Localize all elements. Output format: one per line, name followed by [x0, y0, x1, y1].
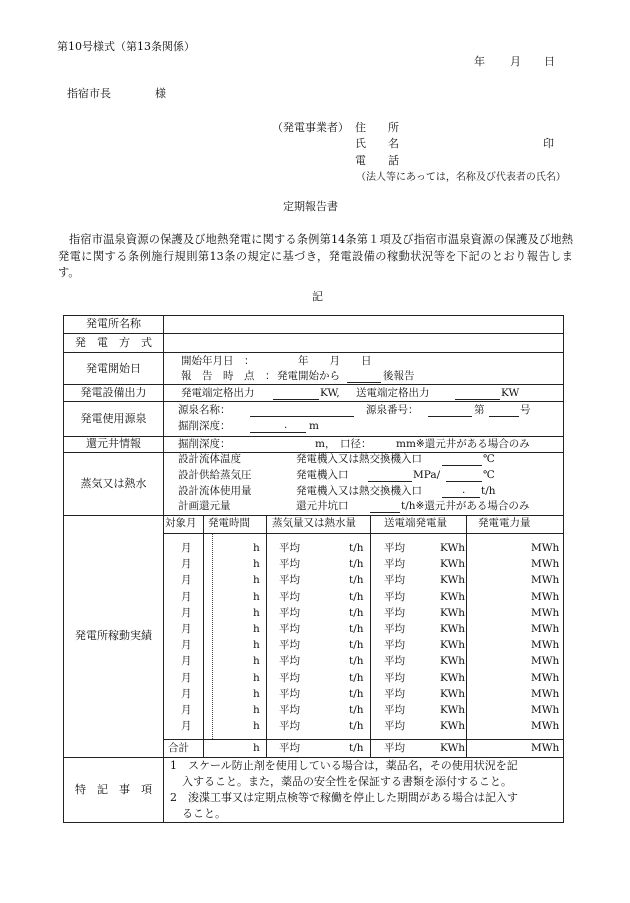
send-avg: 平均: [384, 574, 405, 587]
send-kwh: KWh: [440, 687, 466, 700]
total-label: 合計: [168, 742, 189, 754]
send-kwh: KWh: [440, 590, 466, 603]
send-kwh: KWh: [440, 639, 466, 652]
form-number: 第10号様式（第13条関係）: [57, 40, 195, 53]
total-avg2: 平均: [384, 742, 405, 754]
send-avg: 平均: [384, 590, 405, 603]
total-hours-unit: h: [253, 742, 260, 754]
reinjection-bore-label: 口径：: [340, 438, 372, 450]
steam-th: t/h: [349, 655, 364, 668]
hours-unit: h: [253, 574, 260, 587]
send-avg: 平均: [384, 623, 405, 635]
total-avg: 平均: [279, 742, 300, 754]
steam-pressure-blank[interactable]: [368, 470, 412, 482]
reinjection-depth-label: 掘削深度：: [178, 438, 231, 450]
capacity-gen-label: 発電端定格出力: [181, 387, 255, 399]
hours-unit: h: [253, 590, 260, 603]
source-number-label: 源泉番号：: [366, 404, 419, 416]
report-point-from: 発電開始から: [277, 370, 340, 382]
steam-pressure-unit: MPa/: [413, 469, 441, 481]
source-depth-blank[interactable]: [250, 421, 306, 433]
send-avg: 平均: [384, 542, 405, 554]
source-name-blank[interactable]: [250, 405, 354, 417]
send-avg: 平均: [384, 671, 405, 684]
label-source: 発電使用源泉: [80, 412, 147, 425]
note-2a: 2 浚渫工事又は定期点検等で稼働を停止した期間がある場合は記入す: [170, 791, 518, 804]
steam-avg: 平均: [279, 671, 300, 684]
hours-unit: h: [253, 558, 260, 571]
month-unit: 月: [181, 704, 192, 716]
op-header-send: 送電端発電量: [384, 517, 447, 529]
steam-avg: 平均: [279, 704, 300, 716]
steam-avg: 平均: [279, 542, 300, 554]
month-unit: 月: [181, 606, 192, 619]
send-kwh: KWh: [440, 623, 466, 635]
report-point-after: 後報告: [383, 370, 415, 382]
steam-temp-label: 設計流体温度: [178, 453, 241, 465]
steam-th: t/h: [349, 671, 364, 684]
source-depth-unit: m: [309, 420, 319, 432]
start-date-label: 開始年月日 ：: [181, 355, 255, 367]
month-unit: 月: [181, 542, 192, 554]
power-mwh: MWh: [531, 623, 560, 635]
hours-unit: h: [253, 623, 260, 635]
month-unit: 月: [181, 671, 192, 684]
op-header-hours: 発電時間: [208, 517, 250, 529]
hours-unit: h: [253, 655, 260, 668]
applicant-role: （発電事業者）: [272, 121, 349, 134]
send-kwh: KWh: [440, 671, 466, 684]
steam-avg: 平均: [279, 574, 300, 587]
source-go-blank[interactable]: [489, 405, 519, 417]
note-1b: 入すること。また，薬品の安全性を保証する書類を添付すること。: [182, 775, 512, 788]
month-unit: 月: [181, 687, 192, 700]
steam-avg: 平均: [279, 623, 300, 635]
document-title: 定期報告書: [283, 200, 338, 213]
steam-avg: 平均: [279, 687, 300, 700]
hours-unit: h: [253, 671, 260, 684]
steam-th: t/h: [349, 606, 364, 619]
steam-th: t/h: [349, 639, 364, 652]
steam-th: t/h: [349, 542, 364, 554]
steam-flow-unit: t/h: [481, 485, 496, 497]
source-depth-label: 掘削深度：: [178, 420, 231, 432]
power-mwh: MWh: [531, 704, 560, 716]
steam-temp-unit: ℃: [483, 453, 495, 465]
power-mwh: MWh: [531, 606, 560, 619]
report-point-blank[interactable]: [347, 371, 381, 383]
total-th: t/h: [349, 742, 364, 754]
hours-unit: h: [253, 606, 260, 619]
hours-unit: h: [253, 687, 260, 700]
steam-th: t/h: [349, 704, 364, 716]
date-day: 日: [544, 55, 555, 68]
applicant-note: （法人等にあっては，名称及び代表者の氏名）: [356, 172, 566, 183]
power-mwh: MWh: [531, 687, 560, 700]
steam-reinject-point: 還元井坑口: [296, 500, 349, 512]
source-dai: 第: [474, 404, 485, 416]
steam-th: t/h: [349, 720, 364, 733]
power-mwh: MWh: [531, 574, 560, 587]
steam-avg: 平均: [279, 590, 300, 603]
date-month: 月: [510, 55, 521, 68]
note-1a: 1 スケール防止剤を使用している場合は，薬品名，その使用状況を記: [170, 759, 518, 772]
power-mwh: MWh: [531, 720, 560, 733]
send-kwh: KWh: [440, 606, 466, 619]
body-text: 指宿市温泉資源の保護及び地熱発電に関する条例第14条第１項及び指宿市温泉資源の保護及び地熱発電に関する条例施行規則第13条の規定に基づき，発電設備の稼動状況等を下記のとおり報告します。: [58, 233, 573, 279]
steam-th: t/h: [349, 590, 364, 603]
steam-flow-dot: .: [462, 484, 466, 496]
op-header-power: 発電電力量: [478, 517, 531, 529]
steam-pressure-temp-blank[interactable]: [446, 470, 482, 482]
steam-th: t/h: [349, 623, 364, 635]
label-start-date: 発電開始日: [86, 362, 141, 375]
month-unit: 月: [181, 623, 192, 635]
addressee: 指宿市長 様: [67, 87, 166, 100]
month-unit: 月: [181, 720, 192, 733]
name-label: 氏 名: [355, 137, 399, 150]
steam-th: t/h: [349, 558, 364, 571]
op-header-steam: 蒸気量又は熱水量: [272, 517, 356, 529]
month-unit: 月: [181, 590, 192, 603]
month-unit: 月: [181, 574, 192, 587]
label-operation: 発電所稼動実績: [75, 629, 152, 642]
capacity-gen-unit: KW,: [320, 387, 340, 399]
steam-pressure-temp-unit: ℃: [483, 469, 495, 481]
hours-unit: h: [253, 639, 260, 652]
op-header-month: 対象月: [165, 517, 197, 529]
month-unit: 月: [181, 639, 192, 652]
steam-pressure-label: 設計供給蒸気圧: [178, 469, 252, 481]
send-kwh: KWh: [440, 542, 466, 554]
steam-reinject-label: 計画還元量: [178, 500, 231, 512]
steam-reinject-unit: t/h※還元井がある場合のみ: [401, 500, 530, 512]
power-mwh: MWh: [531, 558, 560, 571]
steam-flow-blank[interactable]: [442, 486, 480, 498]
label-capacity: 発電設備出力: [80, 386, 147, 399]
note-2b: ること。: [182, 807, 226, 820]
steam-pressure-point: 発電機入口: [296, 469, 349, 481]
power-mwh: MWh: [531, 639, 560, 652]
reinjection-bore-unit: mm※還元井がある場合のみ: [396, 438, 530, 450]
capacity-gen-blank[interactable]: [273, 388, 319, 400]
power-mwh: MWh: [531, 590, 560, 603]
power-mwh: MWh: [531, 671, 560, 684]
capacity-send-label: 送電端定格出力: [356, 387, 430, 399]
seal-mark: 印: [543, 137, 554, 150]
label-plant-name: 発電所名称: [86, 317, 141, 330]
send-avg: 平均: [384, 704, 405, 716]
capacity-send-blank[interactable]: [455, 388, 500, 400]
steam-avg: 平均: [279, 655, 300, 668]
steam-temp-blank[interactable]: [442, 454, 482, 466]
ki-mark: 記: [312, 290, 323, 303]
send-avg: 平均: [384, 639, 405, 652]
steam-flow-label: 設計流体使用量: [178, 485, 252, 497]
source-go: 号: [520, 404, 531, 416]
reinjection-depth-unit: m，: [315, 438, 336, 450]
steam-reinject-blank[interactable]: [370, 501, 400, 513]
hours-unit: h: [253, 542, 260, 554]
steam-avg: 平均: [279, 639, 300, 652]
label-steam: 蒸気又は熱水: [80, 477, 147, 490]
steam-temp-point: 発電機入又は熱交換機入口: [296, 453, 422, 465]
steam-th: t/h: [349, 574, 364, 587]
hours-unit: h: [253, 720, 260, 733]
send-kwh: KWh: [440, 558, 466, 571]
start-date-ymd: 年 月 日: [298, 355, 372, 367]
send-avg: 平均: [384, 720, 405, 733]
steam-avg: 平均: [279, 606, 300, 619]
steam-th: t/h: [349, 687, 364, 700]
month-unit: 月: [181, 655, 192, 668]
hours-unit: h: [253, 704, 260, 716]
total-kwh: KWh: [440, 742, 466, 754]
label-method: 発 電 方 式: [75, 336, 152, 349]
report-point-label: 報 告 時 点 ：: [181, 370, 276, 382]
month-unit: 月: [181, 558, 192, 571]
phone-label: 電 話: [355, 154, 399, 167]
source-depth-dot: .: [284, 419, 288, 431]
power-mwh: MWh: [531, 542, 560, 554]
send-avg: 平均: [384, 655, 405, 668]
send-avg: 平均: [384, 687, 405, 700]
address-label: 住 所: [355, 121, 399, 134]
steam-avg: 平均: [279, 558, 300, 571]
send-avg: 平均: [384, 606, 405, 619]
total-mwh: MWh: [531, 742, 560, 754]
label-notes: 特 記 事 項: [75, 783, 152, 796]
source-name-label: 源泉名称：: [178, 404, 231, 416]
capacity-send-unit: KW: [501, 387, 520, 399]
date-year: 年: [474, 55, 485, 68]
label-reinjection: 還元井情報: [86, 437, 141, 450]
steam-flow-point: 発電機入又は熱交換機入口: [296, 485, 422, 497]
send-kwh: KWh: [440, 704, 466, 716]
source-number-blank[interactable]: [428, 405, 472, 417]
power-mwh: MWh: [531, 655, 560, 668]
send-kwh: KWh: [440, 720, 466, 733]
send-avg: 平均: [384, 558, 405, 571]
send-kwh: KWh: [440, 574, 466, 587]
send-kwh: KWh: [440, 655, 466, 668]
steam-avg: 平均: [279, 720, 300, 733]
